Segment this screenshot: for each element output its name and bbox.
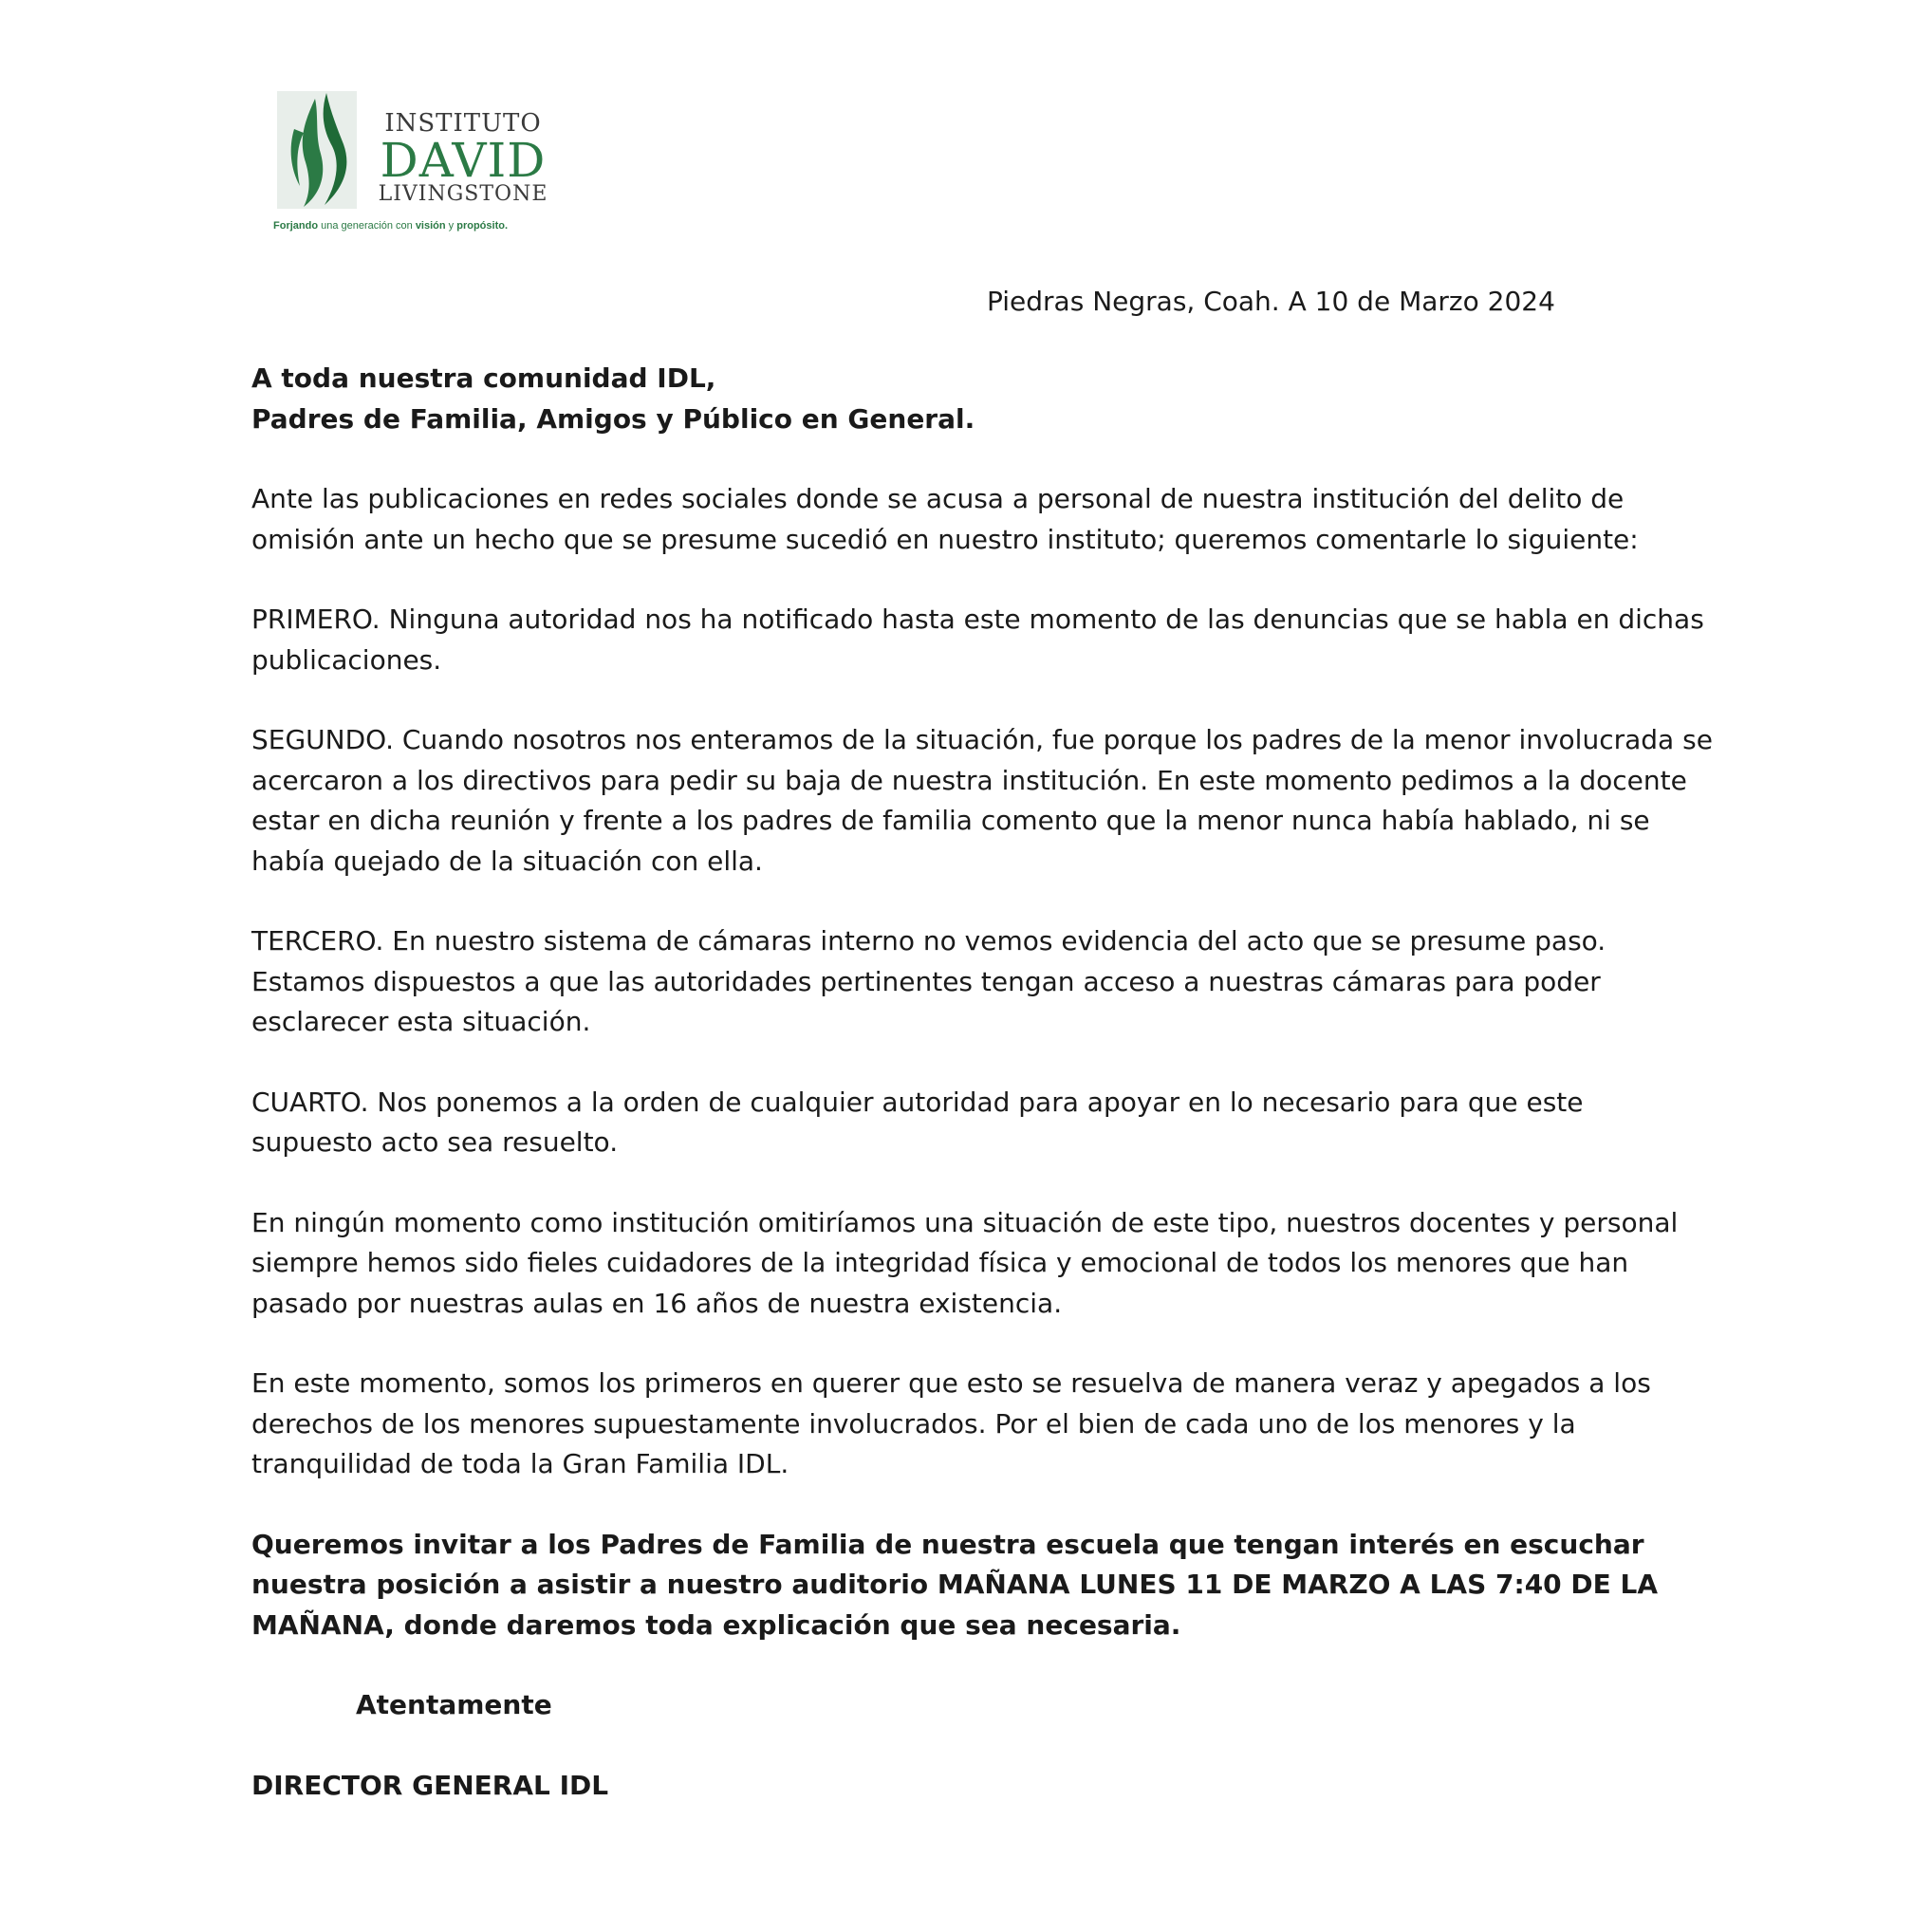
point-segundo: SEGUNDO. Cuando nosotros nos enteramos de la situación, fue porque los padres de la menor involucrada se acercaron a los directivos para pedir su baja de nuestra institución. En este momento pedimos a la docente estar en dicha reunión y frente a los padres de familia comento que la menor nunca había hablado, ni se había quejado de la situación con ella. [251,724,1713,877]
logo-line-instituto: INSTITUTO [384,109,542,138]
point-tercero: TERCERO. En nuestro sistema de cámaras interno no vemos evidencia del acto que se presume paso. Estamos dispuestos a que las autoridades pertinentes tengan acceso a nuestras cámaras para poder esclarecer esta situación. [251,925,1606,1037]
tagline-part: propósito. [456,220,509,232]
logo-line-livingstone: LIVINGSTONE [378,182,548,206]
invitation-paragraph: Queremos invitar a los Padres de Familia de nuestra escuela que tengan interés en escuchar nuestra posición a asistir a nuestro auditorio MAÑANA LUNES 11 DE MARZO A LAS 7:40 DE LA MAÑANA, donde daremos toda explicación que sea necesaria. [251,1528,1659,1641]
tagline-part: visión [415,220,446,232]
tagline-part: y [445,220,457,232]
institution-paragraph: En ningún momento como institución omitiríamos una situación de este tipo, nuestros docentes y personal siempre hemos sido fieles cuidadores de la integridad física y emocional de todos los menores que han pasado por nuestras aulas en 16 años de nuestra existencia. [251,1206,1679,1319]
logo-tagline [273,220,508,232]
tagline-part: una generación con [318,220,416,232]
logo-wordmark [368,110,558,205]
salutation-line-1: A toda nuestra comunidad IDL, [251,362,716,394]
intro-paragraph: Ante las publicaciones en redes sociales donde se acusa a personal de nuestra institución del delito de omisión ante un hecho que se presume sucedió en nuestro instituto; queremos comentarle lo siguiente: [251,483,1639,555]
salutation-line-2: Padres de Familia, Amigos y Público en General. [251,402,975,435]
current-moment-paragraph: En este momento, somos los primeros en querer que esto se resuelva de manera veraz y apegados a los derechos de los menores supuestamente involucrados. Por el bien de cada uno de los menores y la tranquilidad de toda la Gran Familia IDL. [251,1367,1651,1479]
letter-date: Piedras Negras, Coah. A 10 de Marzo 2024 [987,286,1555,317]
point-cuarto: CUARTO. Nos ponemos a la orden de cualquier autoridad para apoyar en lo necesario para que este supuesto acto sea resuelto. [251,1086,1584,1158]
institute-logo [273,87,558,239]
tagline-part: Forjando [273,220,319,232]
point-primero: PRIMERO. Ninguna autoridad nos ha notificado hasta este momento de las denuncias que se habla en dichas publicaciones. [251,604,1704,676]
flame-leaf-icon [277,91,362,213]
closing: Atentamente [356,1689,552,1720]
letter-body [251,359,1713,1846]
logo-line-david: DAVID [380,133,547,188]
salutation [251,359,1713,439]
signature: DIRECTOR GENERAL IDL [251,1769,609,1801]
